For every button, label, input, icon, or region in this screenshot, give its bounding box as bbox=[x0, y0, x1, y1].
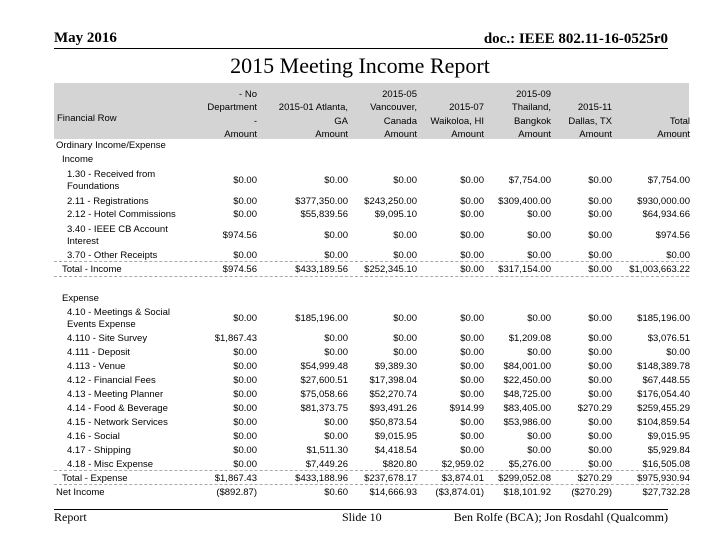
net-income-value: $27,732.28 bbox=[642, 487, 690, 498]
total-expense-value: $975,930.94 bbox=[637, 473, 690, 484]
income-row-value: $930,000.00 bbox=[637, 196, 690, 207]
expense-row-value: $50,873.54 bbox=[369, 417, 417, 428]
column-header-4-line: 2015-09 bbox=[516, 89, 551, 100]
expense-row-value: $48,725.00 bbox=[503, 389, 551, 400]
expense-row-value: $0.00 bbox=[460, 361, 484, 372]
column-header-4-line: Thailand, bbox=[511, 102, 551, 113]
slide-number: Slide 10 bbox=[342, 510, 382, 524]
expense-row-value: $0.00 bbox=[233, 445, 257, 456]
income-row-value: $0.00 bbox=[588, 250, 612, 261]
section-income: Income bbox=[62, 154, 94, 165]
row-divider bbox=[54, 276, 689, 277]
income-row-value: $0.00 bbox=[460, 250, 484, 261]
expense-row-value: $54,999.48 bbox=[300, 361, 348, 372]
income-row-value: $64,934.66 bbox=[642, 209, 690, 220]
column-header-1-line: GA bbox=[334, 116, 348, 127]
income-row-value: $0.00 bbox=[393, 250, 417, 261]
expense-row-value: $0.00 bbox=[233, 347, 257, 358]
income-row-value: $0.00 bbox=[233, 196, 257, 207]
expense-row-value: $9,389.30 bbox=[374, 361, 417, 372]
expense-row-label: 4.113 - Venue bbox=[67, 361, 126, 372]
expense-row-label: 4.15 - Network Services bbox=[67, 417, 168, 428]
header-rule bbox=[54, 48, 668, 49]
expense-row-value: $0.00 bbox=[588, 313, 612, 324]
expense-row-value: $0.00 bbox=[588, 417, 612, 428]
expense-row-label: 4.14 - Food & Beverage bbox=[67, 403, 168, 414]
expense-row-value: $67,448.55 bbox=[642, 375, 690, 386]
income-row-value: $0.00 bbox=[588, 196, 612, 207]
income-row-value: $309,400.00 bbox=[498, 196, 551, 207]
expense-row-value: $0.00 bbox=[527, 347, 551, 358]
expense-row-value: $0.00 bbox=[588, 445, 612, 456]
slide-title: 2015 Meeting Income Report bbox=[230, 53, 490, 78]
column-header-4-line: Amount bbox=[518, 129, 551, 140]
column-header-financial-row: Financial Row bbox=[57, 113, 117, 124]
expense-row-value: $27,600.51 bbox=[300, 375, 348, 386]
expense-row-value: $185,196.00 bbox=[295, 313, 348, 324]
expense-row-label: 4.12 - Financial Fees bbox=[67, 375, 156, 386]
income-row-value: $0.00 bbox=[393, 175, 417, 186]
expense-row-value: $0.00 bbox=[393, 347, 417, 358]
total-income-value: $317,154.00 bbox=[498, 264, 551, 275]
expense-row-value: $2,959.02 bbox=[441, 459, 484, 470]
income-row-value: $0.00 bbox=[527, 230, 551, 241]
expense-row-value: $148,389.78 bbox=[637, 361, 690, 372]
expense-row-value: $0.00 bbox=[324, 347, 348, 358]
expense-row-value: $17,398.04 bbox=[369, 375, 417, 386]
expense-row-value: $84,001.00 bbox=[503, 361, 551, 372]
expense-row-value: $259,455.29 bbox=[637, 403, 690, 414]
total-income-value: $252,345.10 bbox=[364, 264, 417, 275]
expense-row-value: $0.00 bbox=[460, 375, 484, 386]
net-income-value: $18,101.92 bbox=[503, 487, 551, 498]
expense-row-value: $83,405.00 bbox=[503, 403, 551, 414]
expense-row-value: $0.00 bbox=[527, 431, 551, 442]
total-income-value: $974.56 bbox=[222, 264, 257, 275]
section-expense: Expense bbox=[62, 293, 99, 304]
income-row-value: $0.00 bbox=[666, 250, 690, 261]
expense-row-value: $0.00 bbox=[460, 313, 484, 324]
expense-row-value: $1,511.30 bbox=[306, 445, 348, 456]
expense-row-value: $22,450.00 bbox=[503, 375, 551, 386]
column-header-2-line: Amount bbox=[384, 129, 417, 140]
expense-row-value: $0.00 bbox=[588, 333, 612, 344]
expense-row-value: $270.29 bbox=[577, 403, 612, 414]
expense-row-value: $93,491.26 bbox=[369, 403, 417, 414]
row-divider bbox=[54, 484, 689, 485]
expense-row-value: $81,373.75 bbox=[300, 403, 348, 414]
footer-authors: Ben Rolfe (BCA); Jon Rosdahl (Qualcomm) bbox=[453, 510, 668, 524]
income-row-value: $0.00 bbox=[233, 175, 257, 186]
column-header-0-line: - bbox=[253, 116, 257, 127]
column-header-0-line: - No bbox=[239, 89, 257, 100]
expense-row-label: 4.111 - Deposit bbox=[67, 347, 131, 358]
income-row-label: 1.30 - Received from bbox=[67, 169, 156, 180]
income-row-value: $0.00 bbox=[233, 209, 257, 220]
expense-row-value: $820.80 bbox=[382, 459, 417, 470]
net-income-value: $0.60 bbox=[324, 487, 348, 498]
expense-row-value: $3,076.51 bbox=[647, 333, 690, 344]
column-header-0-line: Amount bbox=[224, 129, 257, 140]
section-ordinary-income-expense: Ordinary Income/Expense bbox=[56, 140, 166, 151]
expense-row-label: Events Expense bbox=[67, 319, 136, 330]
expense-row-value: $0.00 bbox=[233, 459, 257, 470]
expense-row-value: $0.00 bbox=[233, 417, 257, 428]
income-row-value: $7,754.00 bbox=[508, 175, 551, 186]
expense-row-label: 4.17 - Shipping bbox=[67, 445, 131, 456]
row-divider bbox=[54, 261, 689, 262]
column-header-3-line: 2015-07 bbox=[449, 102, 484, 113]
expense-row-value: $0.00 bbox=[233, 431, 257, 442]
column-header-6-line: Total bbox=[669, 116, 690, 127]
income-row-value: $0.00 bbox=[527, 209, 551, 220]
expense-row-value: $0.00 bbox=[460, 417, 484, 428]
expense-row-value: $0.00 bbox=[324, 333, 348, 344]
income-row-value: $55,839.56 bbox=[300, 209, 348, 220]
expense-row-value: $75,058.66 bbox=[300, 389, 348, 400]
expense-row-value: $0.00 bbox=[233, 389, 257, 400]
income-row-value: $377,350.00 bbox=[295, 196, 348, 207]
expense-row-value: $5,929.84 bbox=[647, 445, 690, 456]
slide-date: May 2016 bbox=[54, 30, 117, 46]
expense-row-value: $0.00 bbox=[460, 347, 484, 358]
expense-row-value: $0.00 bbox=[324, 417, 348, 428]
income-row-label: 2.11 - Registrations bbox=[67, 196, 149, 207]
expense-row-label: 4.10 - Meetings & Social bbox=[67, 307, 170, 318]
expense-row-value: $0.00 bbox=[588, 375, 612, 386]
income-row-label: Foundations bbox=[67, 181, 120, 192]
expense-row-value: $0.00 bbox=[460, 431, 484, 442]
expense-row-value: $0.00 bbox=[527, 445, 551, 456]
expense-row-label: 4.110 - Site Survey bbox=[67, 333, 148, 344]
total-income-value: $0.00 bbox=[588, 264, 612, 275]
expense-row-value: $0.00 bbox=[460, 389, 484, 400]
column-header-5-line: Dallas, TX bbox=[568, 116, 612, 127]
expense-row-value: $0.00 bbox=[393, 313, 417, 324]
income-row-label: 3.70 - Other Receipts bbox=[67, 250, 158, 261]
expense-row-value: $185,196.00 bbox=[637, 313, 690, 324]
expense-row-value: $0.00 bbox=[588, 459, 612, 470]
column-header-3-line: Waikoloa, HI bbox=[430, 116, 484, 127]
column-header-1-line: Amount bbox=[315, 129, 348, 140]
column-header-5-line: 2015-11 bbox=[577, 102, 612, 113]
column-header-3-line: Amount bbox=[451, 129, 484, 140]
total-expense-value: $1,867.43 bbox=[214, 473, 257, 484]
document-id: doc.: IEEE 802.11-16-0525r0 bbox=[483, 31, 668, 47]
column-header-2-line: Canada bbox=[383, 116, 417, 127]
income-row-value: $0.00 bbox=[588, 175, 612, 186]
income-row-value: $0.00 bbox=[324, 230, 348, 241]
expense-row-value: $0.00 bbox=[233, 403, 257, 414]
net-income-value: ($3,874.01) bbox=[435, 487, 484, 498]
expense-row-value: $0.00 bbox=[527, 313, 551, 324]
income-row-value: $7,754.00 bbox=[647, 175, 690, 186]
income-row-value: $974.56 bbox=[222, 230, 257, 241]
expense-row-value: $0.00 bbox=[460, 333, 484, 344]
total-income-value: $433,189.56 bbox=[295, 264, 348, 275]
total-expense-label: Total - Expense bbox=[62, 473, 128, 484]
expense-row-value: $0.00 bbox=[588, 361, 612, 372]
income-row-value: $0.00 bbox=[460, 196, 484, 207]
expense-row-label: 4.18 - Misc Expense bbox=[67, 459, 154, 470]
total-expense-value: $270.29 bbox=[577, 473, 612, 484]
income-row-value: $0.00 bbox=[460, 230, 484, 241]
expense-row-value: $1,867.43 bbox=[214, 333, 257, 344]
expense-row-value: $0.00 bbox=[233, 313, 257, 324]
expense-row-value: $9,015.95 bbox=[647, 431, 690, 442]
expense-row-label: 4.16 - Social bbox=[67, 431, 120, 442]
income-row-value: $0.00 bbox=[233, 250, 257, 261]
expense-row-value: $7,449.26 bbox=[305, 459, 348, 470]
expense-row-label: 4.13 - Meeting Planner bbox=[67, 389, 164, 400]
total-expense-value: $237,678.17 bbox=[364, 473, 417, 484]
expense-row-value: $9,015.95 bbox=[374, 431, 417, 442]
expense-row-value: $0.00 bbox=[588, 431, 612, 442]
total-expense-value: $3,874.01 bbox=[441, 473, 484, 484]
total-expense-value: $299,052.08 bbox=[498, 473, 551, 484]
expense-row-value: $1,209.08 bbox=[508, 333, 551, 344]
column-header-1-line: 2015-01 Atlanta, bbox=[278, 102, 348, 113]
total-income-label: Total - Income bbox=[62, 264, 122, 275]
column-header-2-line: 2015-05 bbox=[382, 89, 417, 100]
row-divider bbox=[54, 470, 689, 471]
income-row-value: $243,250.00 bbox=[364, 196, 417, 207]
income-row-value: $0.00 bbox=[588, 209, 612, 220]
column-header-4-line: Bangkok bbox=[514, 116, 551, 127]
expense-row-value: $0.00 bbox=[666, 347, 690, 358]
expense-row-value: $176,054.40 bbox=[637, 389, 690, 400]
expense-row-value: $0.00 bbox=[324, 431, 348, 442]
total-income-value: $1,003,663.22 bbox=[629, 264, 690, 275]
expense-row-value: $0.00 bbox=[460, 445, 484, 456]
expense-row-value: $53,986.00 bbox=[503, 417, 551, 428]
income-row-value: $0.00 bbox=[527, 250, 551, 261]
net-income-value: ($270.29) bbox=[571, 487, 612, 498]
expense-row-value: $5,276.00 bbox=[508, 459, 551, 470]
expense-row-value: $0.00 bbox=[393, 333, 417, 344]
income-row-value: $0.00 bbox=[460, 175, 484, 186]
net-income-value: $14,666.93 bbox=[369, 487, 417, 498]
column-header-6-line: Amount bbox=[657, 129, 690, 140]
income-row-label: 2.12 - Hotel Commissions bbox=[67, 209, 176, 220]
income-row-value: $9,095.10 bbox=[374, 209, 417, 220]
total-expense-value: $433,188.96 bbox=[295, 473, 348, 484]
expense-row-value: $16,505.08 bbox=[642, 459, 690, 470]
income-row-value: $0.00 bbox=[588, 230, 612, 241]
column-header-0-line: Department bbox=[207, 102, 257, 113]
net-income-label: Net Income bbox=[56, 487, 105, 498]
net-income-value: ($892.87) bbox=[216, 487, 257, 498]
income-row-value: $974.56 bbox=[655, 230, 690, 241]
income-row-label: 3.40 - IEEE CB Account bbox=[67, 224, 168, 235]
income-row-value: $0.00 bbox=[460, 209, 484, 220]
column-header-5-line: Amount bbox=[579, 129, 612, 140]
expense-row-value: $0.00 bbox=[588, 347, 612, 358]
income-row-label: Interest bbox=[67, 236, 99, 247]
column-header-2-line: Vancouver, bbox=[370, 102, 417, 113]
footer-left: Report bbox=[54, 510, 87, 524]
income-row-value: $0.00 bbox=[324, 250, 348, 261]
total-income-value: $0.00 bbox=[460, 264, 484, 275]
expense-row-value: $0.00 bbox=[233, 375, 257, 386]
expense-row-value: $914.99 bbox=[449, 403, 484, 414]
expense-row-value: $52,270.74 bbox=[369, 389, 417, 400]
income-row-value: $0.00 bbox=[324, 175, 348, 186]
expense-row-value: $104,859.54 bbox=[637, 417, 690, 428]
expense-row-value: $0.00 bbox=[588, 389, 612, 400]
expense-row-value: $0.00 bbox=[233, 361, 257, 372]
expense-row-value: $4,418.54 bbox=[374, 445, 417, 456]
income-row-value: $0.00 bbox=[393, 230, 417, 241]
